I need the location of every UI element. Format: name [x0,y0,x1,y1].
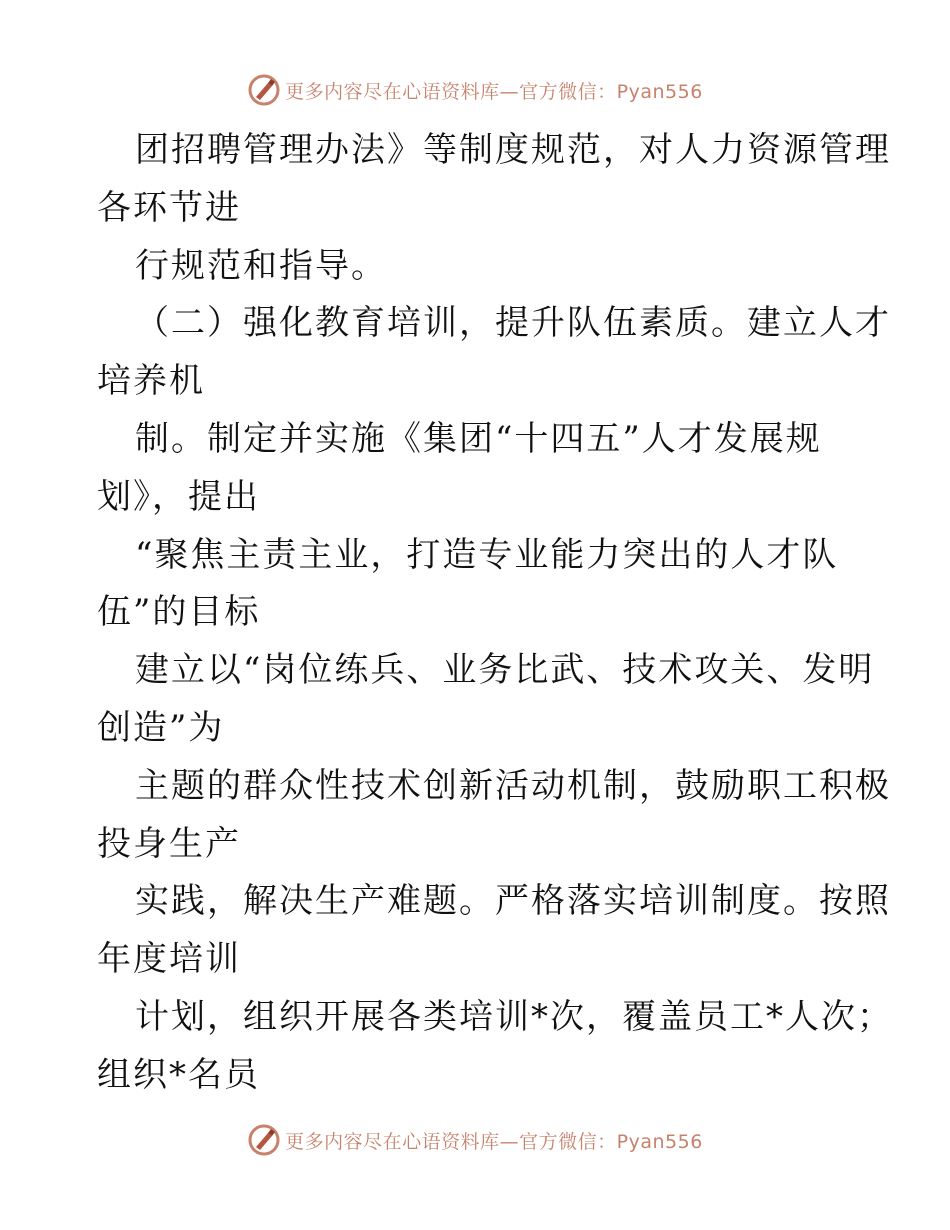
text-line: 各环节进 [97,187,241,228]
text-line: （二）强化教育培训，提升队伍素质。建立人才 [135,303,891,344]
text-line: 年度培训 [97,939,241,980]
text-line: 行规范和指导。 [135,245,387,286]
text-line: 团招聘管理办法》等制度规范，对人力资源管理 [135,130,891,170]
text-line: 实践，解决生产难题。严格落实培训制度。按照 [135,881,891,922]
text-line: 创造”为 [97,707,225,748]
body-text [97,122,893,1105]
text-line: 建立以“岗位练兵、业务比武、技术攻关、发明 [135,650,875,691]
header-watermark [0,70,950,110]
text-line: 划》，提出 [97,476,260,517]
text-line: 计划，组织开展各类培训*次，覆盖员工*人次； [135,996,893,1037]
footer-watermark [0,1120,950,1160]
text-line: 培养机 [97,361,205,402]
text-line: “聚焦主责主业，打造专业能力突出的人才队 [135,534,839,575]
text-line: 组织*名员 [97,1054,260,1095]
text-line: 投身生产 [97,823,241,864]
text-line: 伍”的目标 [97,592,261,633]
pen-circle-logo-icon [247,73,281,107]
watermark-text: 更多内容尽在心语资料库—官方微信：Pyan556 [285,1130,703,1153]
watermark-text: 更多内容尽在心语资料库—官方微信：Pyan556 [285,80,703,103]
pen-circle-logo-icon [247,1123,281,1157]
text-line: 制。制定并实施《集团“十四五”人才发展规 [135,418,822,459]
text-line: 主题的群众性技术创新活动机制，鼓励职工积极 [135,765,891,806]
